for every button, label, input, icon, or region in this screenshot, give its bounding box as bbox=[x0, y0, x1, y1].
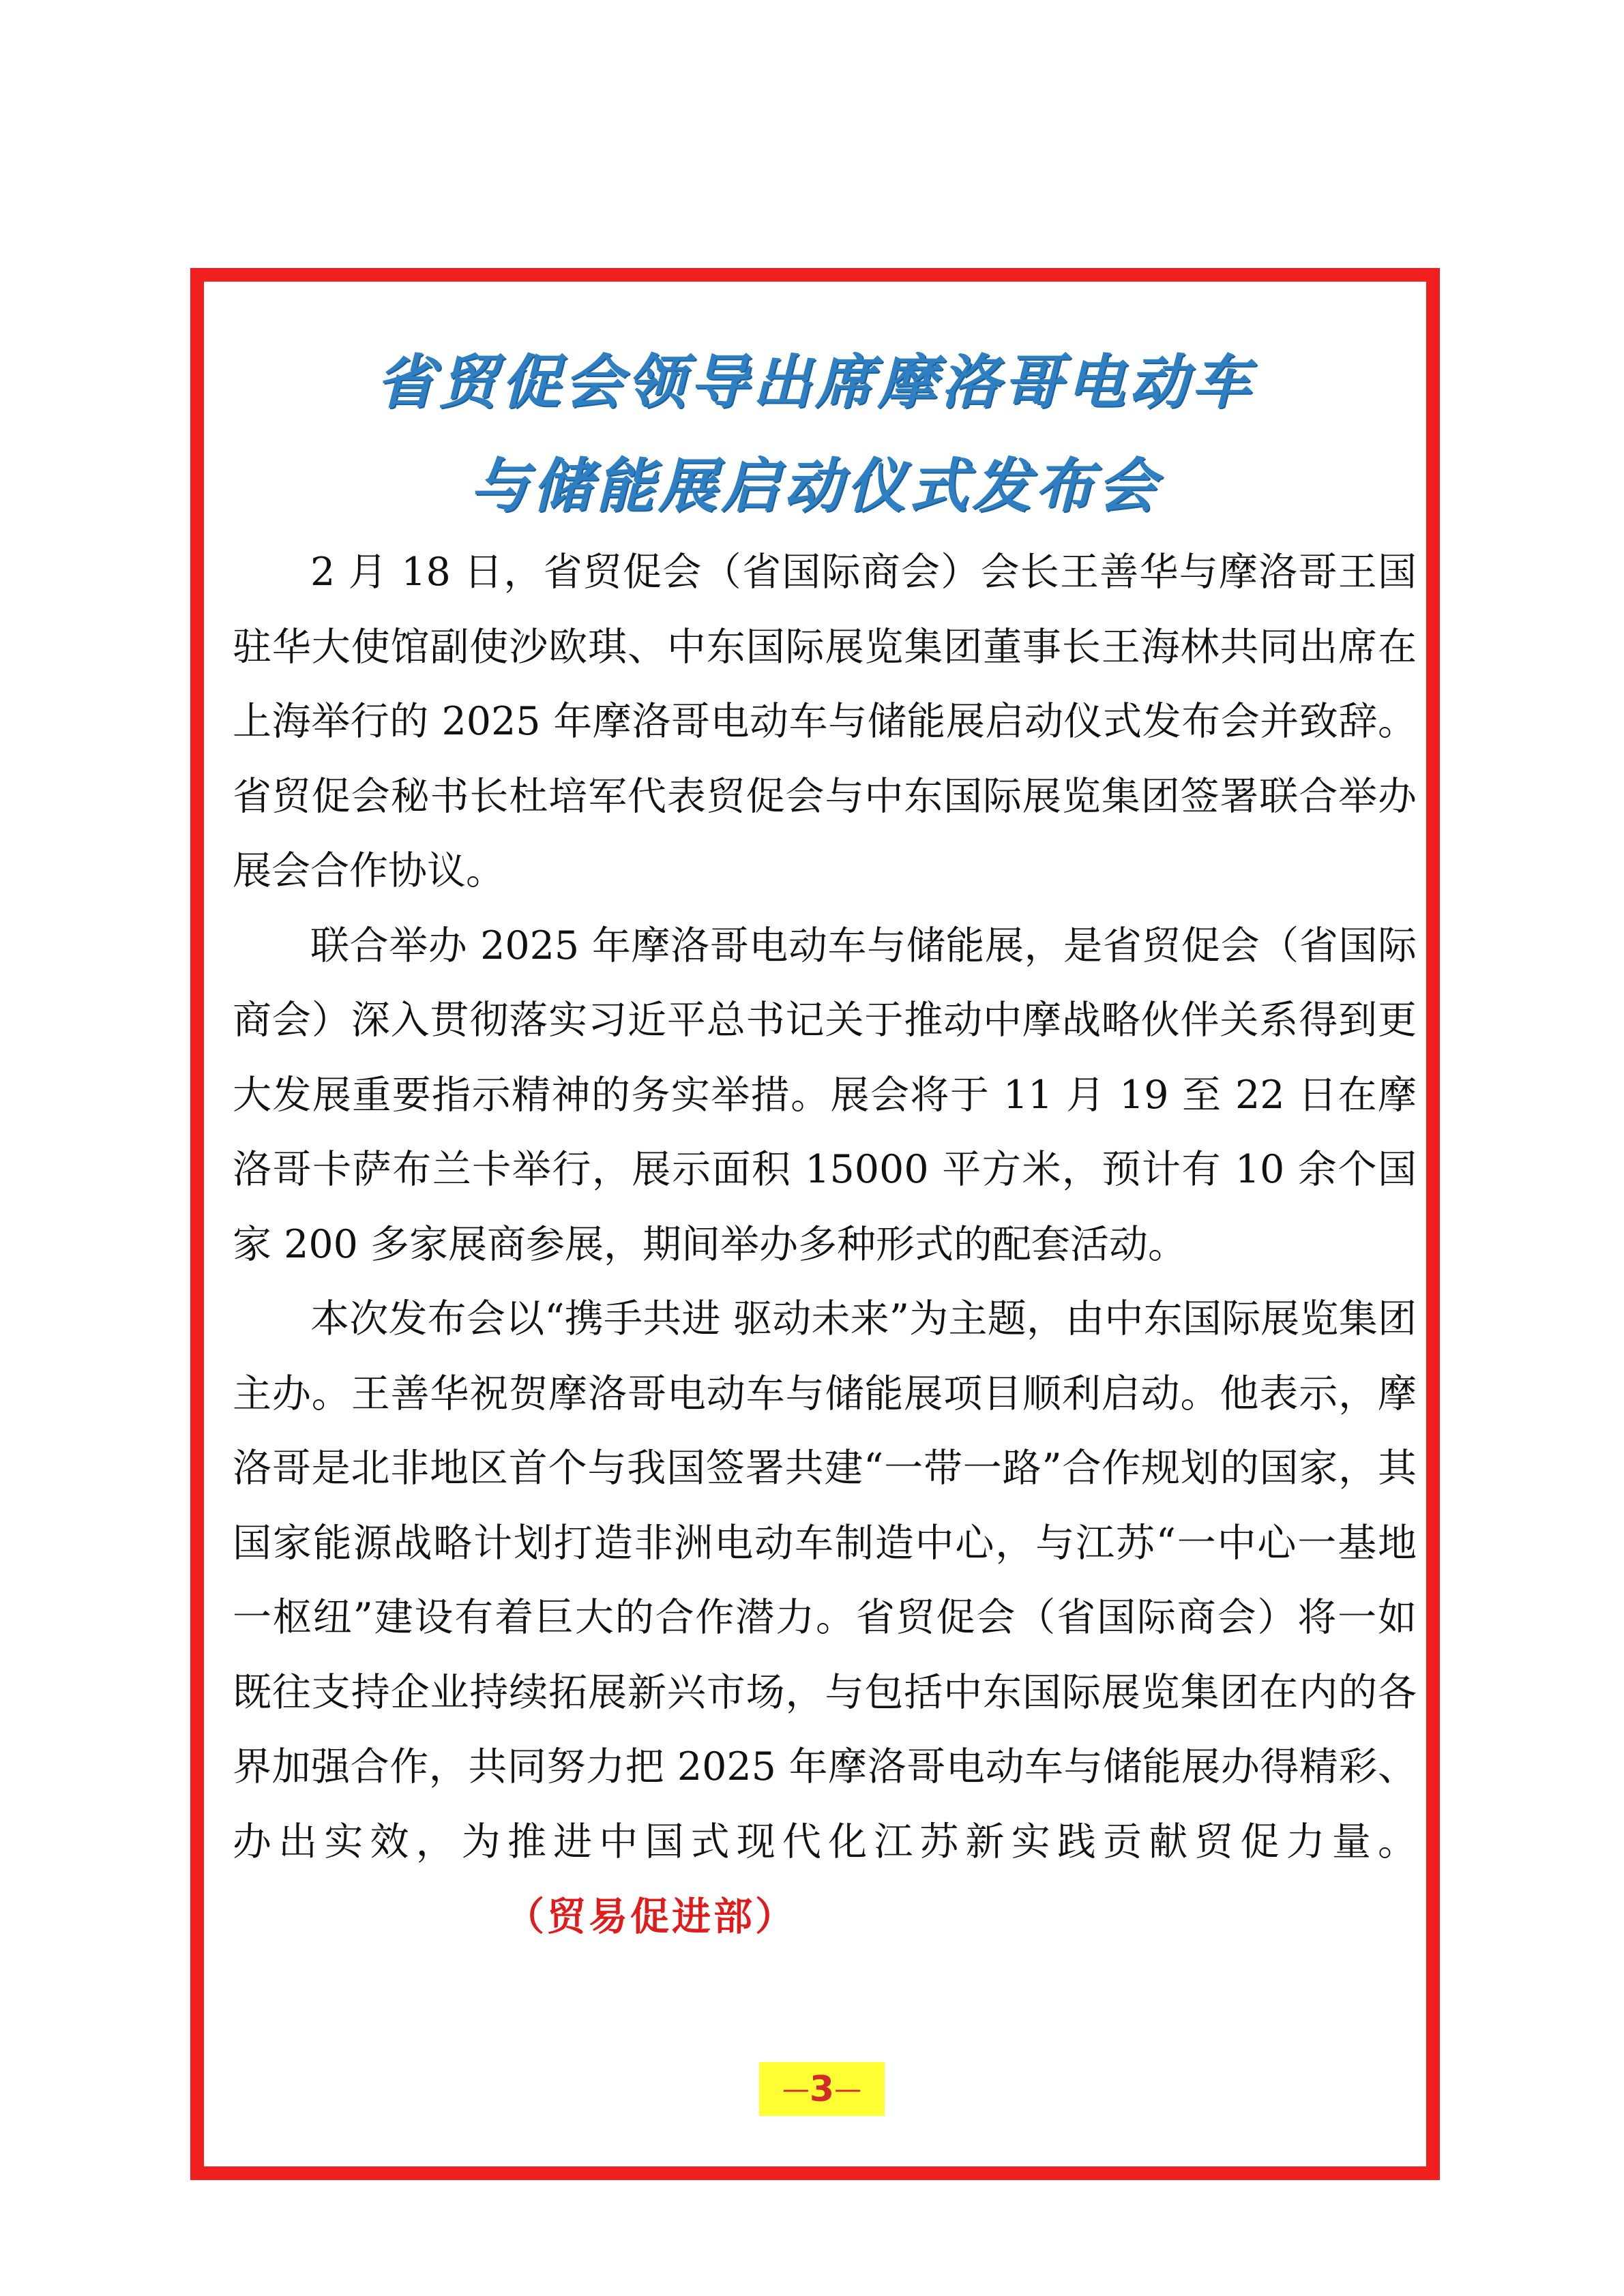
page-number-right-dash: — bbox=[834, 2073, 862, 2105]
page-number-value: 3 bbox=[809, 2068, 835, 2110]
page-number bbox=[759, 2062, 885, 2116]
title-line-2: 与储能展启动仪式发布会 bbox=[470, 451, 1160, 520]
paragraph-3-text: 本次发布会以“携手共进 驱动未来”为主题，由中东国际展览集团主办。王善华祝贺摩洛哥电动车与储能展项目顺利启动。他表示，摩洛哥是北非地区首个与我国签署共建“一带一路”合作规划的国家，其国家能源战略计划打造非洲电动车制造中心，与江苏“一中心一基地一枢纽”建设有着巨大的合作潜力。省贸促会（省国际商会）将一如既往支持企业持续拓展新兴市场，与包括中东国际展览集团在内的各界加强合作，共同努力把 2025 年摩洛哥电动车与储能展办得精彩、办出实效，为推进中国式现代化江苏新实践贡献贸促力量。 bbox=[233, 1296, 1417, 1864]
paragraph-2: 联合举办 2025 年摩洛哥电动车与储能展，是省贸促会（省国际商会）深入贯彻落实习近平总书记关于推动中摩战略伙伴关系得到更大发展重要指示精神的务实举措。展会将于 11 月 19 至 22 日在摩洛哥卡萨布兰卡举行，展示面积 15000 平方米，预计有 10 余个国家 200 多家展商参展，期间举办多种形式的配套活动。 bbox=[233, 923, 1417, 1267]
signature: （贸易促进部） bbox=[505, 1894, 797, 1939]
document-frame bbox=[190, 268, 1440, 2180]
title-line-1: 省贸促会领导出席摩洛哥电动车 bbox=[376, 348, 1254, 417]
paragraph-1: 2 月 18 日，省贸促会（省国际商会）会长王善华与摩洛哥王国驻华大使馆副使沙欧琪、中东国际展览集团董事长王海林共同出席在上海举行的 2025 年摩洛哥电动车与储能展启动仪式发布会并致辞。省贸促会秘书长杜培军代表贸促会与中东国际展览集团签署联合举办展会合作协议。 bbox=[233, 550, 1417, 893]
page-number-left-dash: — bbox=[782, 2073, 810, 2105]
paragraph-3 bbox=[233, 1282, 1417, 1955]
article-body bbox=[233, 535, 1417, 1955]
